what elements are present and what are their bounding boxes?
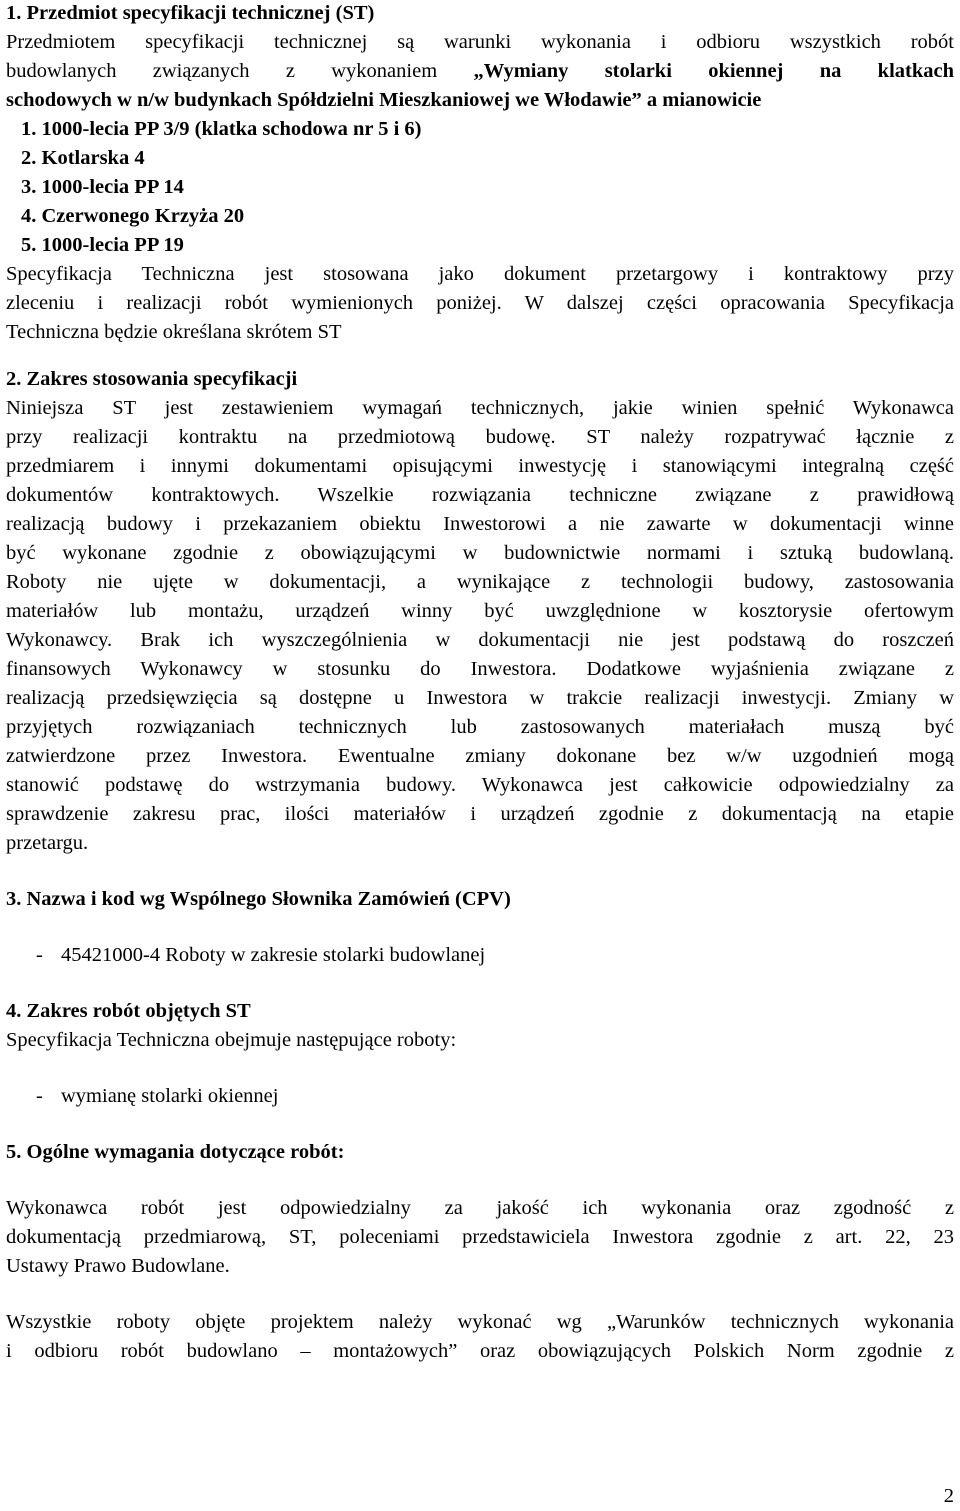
section-4-line: Specyfikacja Techniczna obejmuje następujące roboty: — [6, 1029, 457, 1051]
section-1-paragraph-line: zleceniu i realizacji robót wymienionych poniżej. W dalszej części opracowania Specyfikacja — [6, 292, 954, 314]
section-1-heading: 1. Przedmiot specyfikacji technicznej (ST) — [6, 2, 375, 24]
section-1-paragraph-line: Techniczna będzie określana skrótem ST — [6, 321, 342, 343]
address-list-item: 1. 1000-lecia PP 3/9 (klatka schodowa nr 5 i 6) — [21, 118, 422, 140]
section-2-line: realizacją przedsięwzięcia są dostępne u Inwestora w trakcie realizacji inwestycji. Zmiany w — [6, 687, 954, 709]
scope-item-text: wymianę stolarki okiennej — [61, 1085, 279, 1107]
section-2-line: sprawdzenie zakresu prac, ilości materiałów i urządzeń zgodnie z dokumentacją na etapie — [6, 803, 954, 825]
section-1-subject-title-part-1: „Wymiany stolarki okiennej na klatkach — [473, 60, 954, 82]
section-1-intro-line-2 — [6, 57, 954, 86]
section-1-intro-line-1: Przedmiotem specyfikacji technicznej są warunki wykonania i odbioru wszystkich robót — [6, 31, 954, 53]
section-2-line: być wykonane zgodnie z obowiązującymi w budownictwie normami i sztuką budowlaną. — [6, 542, 954, 564]
section-1-intro-line-3 — [6, 86, 954, 115]
section-2-line: dokumentów kontraktowych. Wszelkie rozwiązania techniczne związane z prawidłową — [6, 484, 954, 506]
section-1-intro-line-3-tail: a mianowicie — [641, 89, 762, 111]
section-2-line: stanowić podstawę do wstrzymania budowy. Wykonawca jest całkowicie odpowiedzialny za — [6, 774, 954, 796]
address-list-item: 4. Czerwonego Krzyża 20 — [21, 205, 245, 227]
section-2-line: przyjętych rozwiązaniach technicznych lub zastosowanych materiałach muszą być — [6, 716, 954, 738]
address-list-item: 3. 1000-lecia PP 14 — [21, 176, 184, 198]
scope-item — [6, 1082, 954, 1111]
section-1-subject-title-part-2: schodowych w n/w budynkach Spółdzielni Mieszkaniowej we Włodawie” — [6, 89, 642, 111]
section-2-line: przedmiarem i innymi dokumentami opisującymi inwestycję i stanowiącymi integralną część — [6, 455, 954, 477]
spacer — [6, 858, 954, 885]
section-5-heading: 5. Ogólne wymagania dotyczące robót: — [6, 1141, 345, 1163]
section-5-paragraph-line: Wykonawca robót jest odpowiedzialny za jakość ich wykonania oraz zgodność z — [6, 1197, 954, 1219]
section-2-line: Wykonawcy. Brak ich wyszczególnienia w dokumentacji nie jest podstawą do roszczeń — [6, 629, 954, 651]
spacer — [6, 970, 954, 997]
section-2-line: przy realizacji kontraktu na przedmiotową budowę. ST należy rozpatrywać łącznie z — [6, 426, 954, 448]
section-5-paragraph-line: dokumentacją przedmiarową, ST, poleceniami przedstawiciela Inwestora zgodnie z art. 22, 23 — [6, 1226, 954, 1248]
section-4-heading: 4. Zakres robót objętych ST — [6, 1000, 251, 1022]
address-list-item: 2. Kotlarska 4 — [21, 147, 145, 169]
spacer — [6, 1167, 954, 1194]
section-2-line: materiałów lub montażu, urządzeń winny być uwzględnione w kosztorysie ofertowym — [6, 600, 954, 622]
section-5-paragraph-line: Ustawy Prawo Budowlane. — [6, 1255, 230, 1277]
spacer — [6, 1055, 954, 1082]
section-2-line: Niniejsza ST jest zestawieniem wymagań technicznych, jakie winien spełnić Wykonawca — [6, 397, 954, 419]
address-list-item: 5. 1000-lecia PP 19 — [21, 234, 184, 256]
section-1-intro-line-2-plain: budowlanych związanych z wykonaniem — [6, 60, 474, 82]
page-number: 2 — [943, 1485, 954, 1507]
section-2-line: Roboty nie ujęte w dokumentacji, a wynikające z technologii budowy, zastosowania — [6, 571, 954, 593]
section-2-line: realizacją budowy i przekazaniem obiektu Inwestorowi a nie zawarte w dokumentacji winne — [6, 513, 954, 535]
section-5-paragraph-line: Wszystkie roboty objęte projektem należy wykonać wg „Warunków technicznych wykonania — [6, 1311, 954, 1333]
cpv-code-text: 45421000-4 Roboty w zakresie stolarki budowlanej — [61, 944, 486, 966]
section-5-paragraph-line: i odbioru robót budowlano – montażowych” oraz obowiązujących Polskich Norm zgodnie z — [6, 1340, 954, 1362]
list-dash: - — [36, 944, 43, 966]
section-2-heading: 2. Zakres stosowania specyfikacji — [6, 368, 298, 390]
section-3-heading: 3. Nazwa i kod wg Wspólnego Słownika Zamówień (CPV) — [6, 888, 511, 910]
section-1-paragraph-line: Specyfikacja Techniczna jest stosowana jako dokument przetargowy i kontraktowy przy — [6, 263, 954, 285]
section-2-line: przetargu. — [6, 832, 89, 854]
document-page — [6, 0, 954, 1366]
spacer — [6, 347, 954, 365]
spacer — [6, 1111, 954, 1138]
list-dash: - — [36, 1085, 43, 1107]
spacer — [6, 914, 954, 941]
cpv-code-item — [6, 941, 954, 970]
section-2-line: finansowych Wykonawcy w stosunku do Inwestora. Dodatkowe wyjaśnienia związane z — [6, 658, 954, 680]
section-2-line: zatwierdzone przez Inwestora. Ewentualne zmiany dokonane bez w/w uzgodnień mogą — [6, 745, 954, 767]
spacer — [6, 1281, 954, 1308]
